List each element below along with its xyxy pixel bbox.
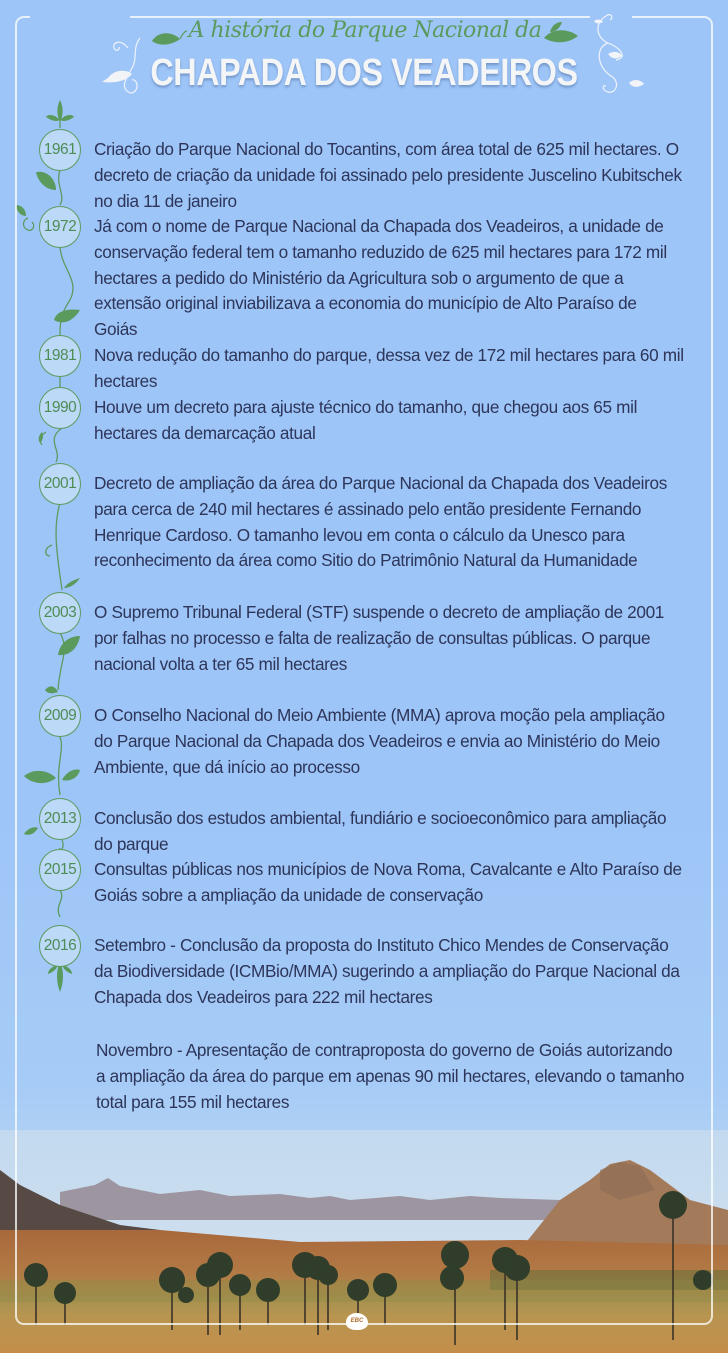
- page-subtitle: A história do Parque Nacional da: [188, 18, 542, 43]
- year-badge: 2003: [39, 592, 81, 634]
- leaf-left-icon: [150, 27, 188, 49]
- timeline-entry-text: Já com o nome de Parque Nacional da Chapada dos Veadeiros, a unidade de conservação federal tem o tamanho reduzido de 625 mil hectares para 172 mil hectares a pedido do Ministério da Agricultura sob o argumento de que a extensão original inviabilizava a economia do município de Alto Paraíso de Goiás: [94, 216, 667, 340]
- year-badge: 2015: [39, 849, 81, 891]
- timeline-entry-text: Conclusão dos estudos ambiental, fundiário e socioeconômico para ampliação do parque: [94, 808, 667, 854]
- year-badge: 2001: [39, 463, 81, 505]
- page-title: CHAPADA DOS VEADEIROS: [150, 52, 578, 94]
- leaf-right-icon: [538, 20, 580, 48]
- timeline-entry-text: Decreto de ampliação da área do Parque Nacional da Chapada dos Veadeiros para cerca de 240 mil hectares é assinado pelo então presidente Fernando Henrique Cardoso. O tamanho levou em conta o cálculo da Unesco para reconhecimento da área como Sitio do Patrimônio Natural da Humanidade: [94, 473, 667, 571]
- year-badge: 2013: [39, 798, 81, 840]
- timeline-entry-text-november: Novembro - Apresentação de contraproposta do governo de Goiás autorizando a ampliação da área do parque em apenas 90 mil hectares, elevando o tamanho total para 155 mil hectares: [96, 1040, 685, 1112]
- year-badge: 1972: [39, 206, 81, 248]
- timeline-entry-text: Criação do Parque Nacional do Tocantins, com área total de 625 mil hectares. O decreto de criação da unidade foi assinado pelo presidente Juscelino Kubitschek no dia 11 de janeiro: [94, 139, 682, 211]
- year-badge: 1961: [39, 129, 81, 171]
- timeline-entry-text: Houve um decreto para ajuste técnico do tamanho, que chegou aos 65 mil hectares da demarcação atual: [94, 397, 638, 443]
- timeline-entry-text: Consultas públicas nos municípios de Nova Roma, Cavalcante e Alto Paraíso de Goiás sobre a ampliação da unidade de conservação: [94, 859, 682, 905]
- year-badge: 1990: [39, 387, 81, 429]
- timeline-entry-text: O Supremo Tribunal Federal (STF) suspende o decreto de ampliação de 2001 por falhas no processo e falta de realização de consultas públicas. O parque nacional volta a ter 65 mil hectares: [94, 602, 665, 674]
- year-badge: 2009: [39, 695, 81, 737]
- year-badge: 1981: [39, 335, 81, 377]
- timeline-entry-text: Setembro - Conclusão da proposta do Instituto Chico Mendes de Conservação da Biodiversidade (ICMBio/MMA) sugerindo a ampliação do Parque Nacional da Chapada dos Veadeiros para 222 mil hectares: [94, 935, 680, 1007]
- header: [0, 0, 728, 110]
- timeline-entry-text: Nova redução do tamanho do parque, dessa vez de 172 mil hectares para 60 mil hectares: [94, 345, 684, 391]
- timeline-entry-text: O Conselho Nacional do Meio Ambiente (MMA) aprova moção pela ampliação do Parque Nacional da Chapada dos Veadeiros e envia ao Ministério do Meio Ambiente, que dá início ao processo: [94, 705, 665, 777]
- year-badge: 2016: [39, 925, 81, 967]
- ebc-logo: EBC: [346, 1313, 368, 1330]
